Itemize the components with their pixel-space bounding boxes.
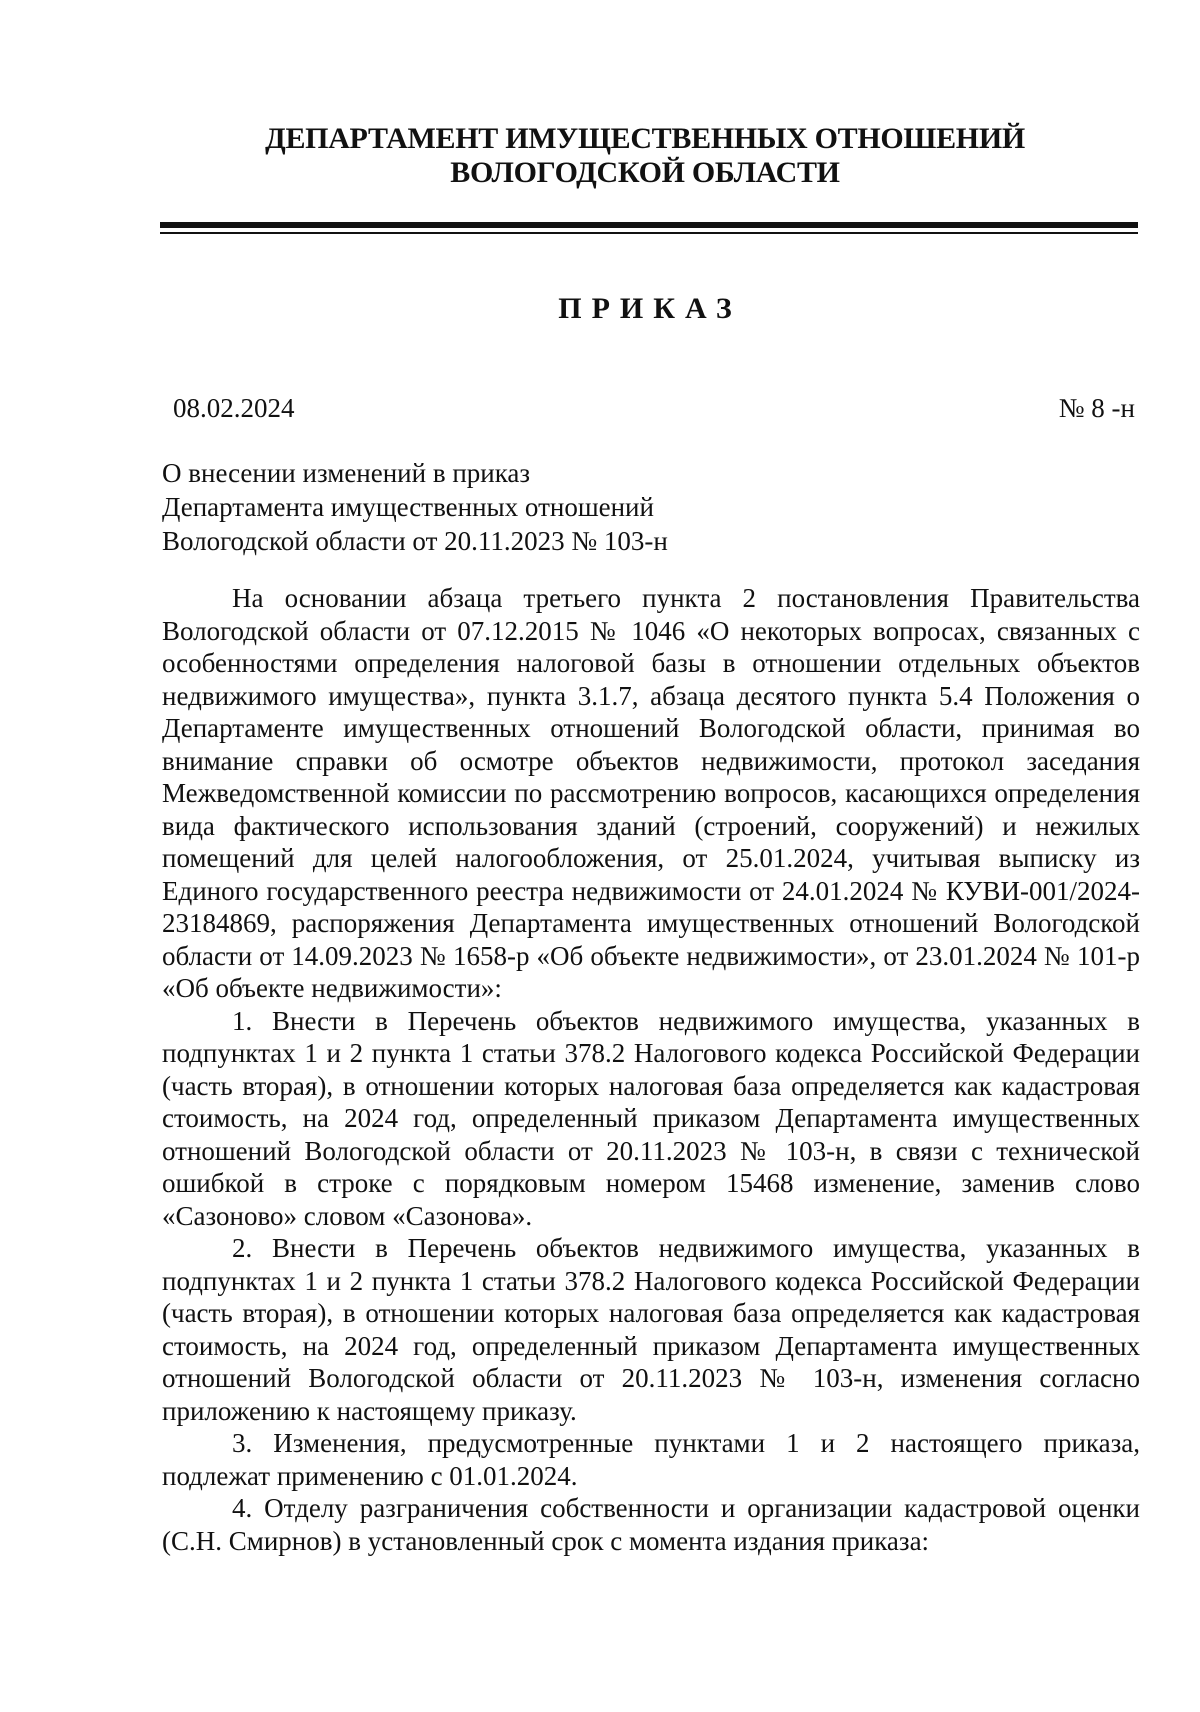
clause-3-paragraph: 3. Изменения, предусмотренные пунктами 1 и 2 настоящего приказа, подлежат применению с 01.01.2024. — [162, 1428, 1140, 1491]
clause-2-paragraph: 2. Внести в Перечень объектов недвижимого имущества, указанных в подпунктах 1 и 2 пункта 1 статьи 378.2 Налогового кодекса Российской Федерации (часть вторая), в отношении которых налоговая база определяется как кадастровая стоимость, на 2024 год, определенный приказом Департамента имущественных отношений Вологодской области от 20.11.2023 № 103-н, изменения согласно приложению к настоящему приказу. — [162, 1233, 1140, 1426]
document-number: № 8 -н — [1058, 393, 1135, 423]
department-header — [150, 122, 1140, 190]
subject-line: Вологодской области от 20.11.2023 № 103-н — [162, 526, 668, 556]
document-subject — [162, 456, 668, 558]
preamble-paragraph: На основании абзаца третьего пункта 2 постановления Правительства Вологодской области от 07.12.2015 № 1046 «О некоторых вопросах, связанных с особенностями определения налоговой базы в отношении отдельных объектов недвижимого имущества», пункта 3.1.7, абзаца десятого пункта 5.4 Положения о Департаменте имущественных отношений Вологодской области, принимая во внимание справки об осмотре объектов недвижимости, протокол заседания Межведомственной комиссии по рассмотрению вопросов, касающихся определения вида фактического использования зданий (строений, сооружений) и нежилых помещений для целей налогообложения, от 25.01.2024, учитывая выписку из Единого государственного реестра недвижимости от 24.01.2024 № КУВИ-001/2024-23184869, распоряжения Департамента имущественных отношений Вологодской области от 14.09.2023 № 1658-р «Об объекте недвижимости», от 23.01.2024 № 101-р «Об объекте недвижимости»: — [162, 583, 1140, 1003]
clause-4-paragraph: 4. Отделу разграничения собственности и организации кадастровой оценки (С.Н. Смирнов) в установленный срок с момента издания приказа: — [162, 1493, 1140, 1556]
subject-line: Департамента имущественных отношений — [162, 492, 654, 522]
document-title: ПРИКАЗ — [558, 292, 742, 325]
document-body — [162, 582, 1140, 1557]
document-date: 08.02.2024 — [173, 393, 295, 423]
subject-line: О внесении изменений в приказ — [162, 458, 531, 488]
clause-1-paragraph: 1. Внести в Перечень объектов недвижимого имущества, указанных в подпунктах 1 и 2 пункта 1 статьи 378.2 Налогового кодекса Российской Федерации (часть вторая), в отношении которых налоговая база определяется как кадастровая стоимость, на 2024 год, определенный приказом Департамента имущественных отношений Вологодской области от 20.11.2023 № 103-н, в связи с технической ошибкой в строке с порядковым номером 15468 изменение, заменив слово «Сазоново» словом «Сазонова». — [162, 1005, 1140, 1231]
header-line-1: ДЕПАРТАМЕНТ ИМУЩЕСТВЕННЫХ ОТНОШЕНИЙ — [265, 122, 1025, 155]
header-rule-thick — [160, 222, 1138, 228]
header-line-2: ВОЛОГОДСКОЙ ОБЛАСТИ — [450, 156, 840, 189]
header-rule-thin — [160, 232, 1138, 234]
